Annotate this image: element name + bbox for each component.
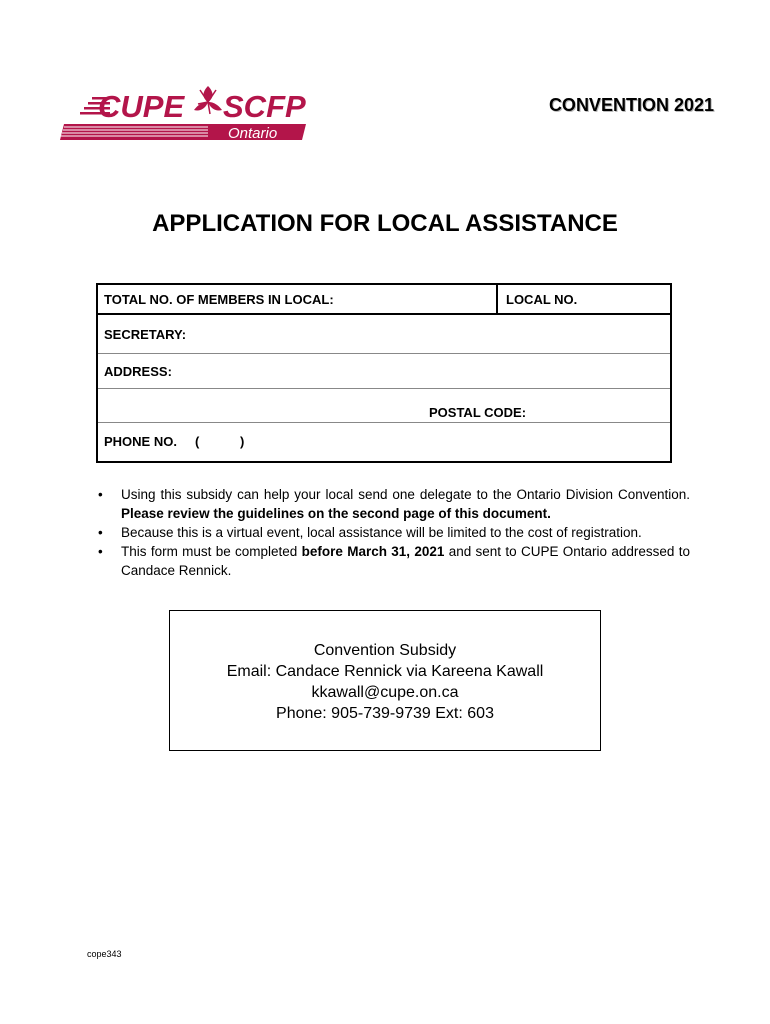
bullet-icon: • <box>98 525 103 540</box>
bullet-icon: • <box>98 487 103 502</box>
logo-scfp-text: SCFP <box>223 89 306 124</box>
convention-heading: CONVENTION 2021 <box>548 95 714 115</box>
bullet-icon: • <box>98 544 103 559</box>
form-row-phone[interactable] <box>98 423 670 463</box>
address-label: ADDRESS: <box>104 364 172 379</box>
deadline-text: before March 31, 2021 <box>301 544 445 559</box>
phone-open-paren: ( <box>195 434 200 449</box>
phone-close-paren: ) <box>240 434 245 449</box>
cupe-scfp-ontario-logo <box>58 82 310 148</box>
phone-label: PHONE NO. <box>104 434 177 449</box>
bullet-bold-text: Please review the guidelines on the second page of this document. <box>121 506 551 521</box>
list-item <box>96 485 690 523</box>
local-no-label: LOCAL NO. <box>506 292 578 307</box>
logo-cupe-text: CUPE <box>98 89 185 124</box>
instructions-list <box>96 485 690 580</box>
logo-ontario-text: Ontario <box>228 125 278 142</box>
bullet-text: and sent to CUPE Ontario addressed to Candace Rennick. <box>121 544 690 578</box>
contact-email-line: Email: Candace Rennick via Kareena Kawall <box>226 663 544 680</box>
page-title: APPLICATION FOR LOCAL ASSISTANCE <box>152 210 618 237</box>
form-row-members <box>98 285 670 315</box>
form-row-secretary[interactable] <box>98 315 670 354</box>
application-form <box>96 283 672 463</box>
form-code: cope343 <box>87 949 122 959</box>
bullet-text: This form must be completed <box>121 544 298 559</box>
contact-phone: Phone: 905-739-9739 Ext: 603 <box>276 705 494 722</box>
column-divider <box>496 285 498 313</box>
form-row-address[interactable] <box>98 354 670 389</box>
contact-box <box>169 610 601 751</box>
list-item <box>96 542 690 580</box>
list-item <box>96 523 690 542</box>
trillium-icon <box>194 86 222 114</box>
bullet-text: Using this subsidy can help your local send one delegate to the Ontario Division Convention. <box>121 487 690 502</box>
contact-title: Convention Subsidy <box>313 642 457 659</box>
bullet-text: Because this is a virtual event, local assistance will be limited to the cost of registration. <box>121 525 642 540</box>
secretary-label: SECRETARY: <box>104 327 187 342</box>
postal-code-label: POSTAL CODE: <box>429 405 527 420</box>
logo-graphic <box>58 82 310 148</box>
contact-email-address[interactable]: kkawall@cupe.on.ca <box>311 684 459 701</box>
form-row-postal-code[interactable] <box>98 389 670 423</box>
members-label: TOTAL NO. OF MEMBERS IN LOCAL: <box>104 292 334 307</box>
